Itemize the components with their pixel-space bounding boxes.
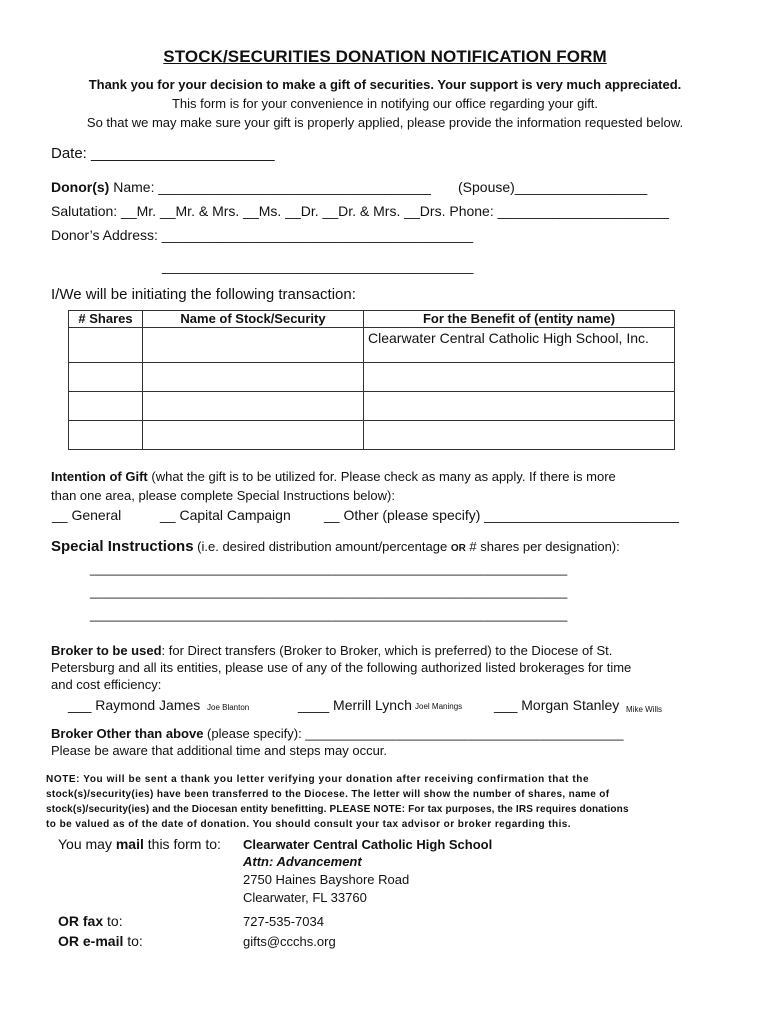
shares-cell[interactable] — [69, 421, 143, 450]
stock-cell[interactable] — [143, 328, 364, 363]
shares-cell[interactable] — [69, 392, 143, 421]
entity-cell[interactable] — [364, 392, 675, 421]
broker-other-label: Broker Other than above — [51, 726, 204, 741]
mail-attn: Attn: Advancement — [243, 854, 362, 869]
salutation-phone-field[interactable]: Salutation: __Mr. __Mr. & Mrs. __Ms. __Dr. __Dr. & Mrs. __Drs. Phone: ______________________ — [51, 203, 669, 219]
special-line-1[interactable]: __________________________________________________________________ — [90, 561, 568, 576]
raymond-james-contact: Joe Blanton — [207, 703, 250, 712]
special-text-b: # shares per designation): — [465, 539, 620, 554]
note-line-3: stock(s)/security(ies) and the Diocesan entity benefitting. PLEASE NOTE: For tax purposes, the IRS requires donations — [46, 804, 629, 815]
option-capital-campaign[interactable]: __ Capital Campaign — [160, 507, 291, 523]
entity-cell[interactable] — [364, 421, 675, 450]
header-entity: For the Benefit of (entity name) — [364, 311, 675, 328]
note-line-4: to be valued as of the date of donation. You should consult your tax advisor or broker regarding this. — [46, 819, 572, 830]
intro-purpose: This form is for your convenience in notifying our office regarding your gift. — [171, 96, 599, 111]
intention-text — [51, 469, 616, 484]
fax-label — [58, 913, 123, 929]
special-text-a: (i.e. desired distribution amount/percentage — [193, 539, 451, 554]
intention-label: Intention of Gift — [51, 469, 148, 484]
broker-raymond-james[interactable]: ___ Raymond James — [68, 697, 201, 713]
broker-label: Broker to be used — [51, 643, 162, 658]
fax-number: 727-535-7034 — [243, 914, 324, 929]
morgan-stanley-contact: Mike Wills — [626, 705, 662, 714]
special-line-3[interactable]: __________________________________________________________________ — [90, 607, 568, 622]
shares-cell[interactable] — [69, 328, 143, 363]
spouse-field[interactable]: (Spouse)_________________ — [458, 179, 648, 195]
entity-cell[interactable] — [364, 328, 675, 363]
entity-value: Clearwater Central Catholic High School, Inc. — [368, 330, 649, 346]
stock-cell[interactable] — [143, 392, 364, 421]
date-field[interactable]: Date: ______________________ — [51, 145, 275, 162]
entity-cell[interactable] — [364, 363, 675, 392]
donor-label: Donor(s) — [51, 179, 110, 195]
header-stock: Name of Stock/Security — [143, 311, 364, 328]
donor-address-field[interactable]: Donor’s Address: ________________________________________ — [51, 227, 474, 243]
stock-cell[interactable] — [143, 421, 364, 450]
form-title: STOCK/SECURITIES DONATION NOTIFICATION FORM — [163, 47, 607, 66]
table-row — [69, 363, 675, 392]
email-label — [58, 933, 143, 949]
option-general[interactable]: __ General — [52, 507, 122, 523]
donor-address-line2[interactable]: ________________________________________ — [162, 258, 474, 274]
merrill-lynch-contact: Joel Manings — [415, 702, 463, 711]
intro-thanks: Thank you for your decision to make a gift of securities. Your support is very much appreciated. — [88, 77, 682, 92]
broker-text-3: and cost efficiency: — [51, 677, 162, 692]
donor-name-field[interactable] — [51, 179, 431, 195]
intention-desc: (what the gift is to be utilized for. Please check as many as apply. If there is more — [147, 469, 616, 484]
fax-label-b: to: — [103, 913, 123, 929]
intention-text-2: than one area, please complete Special Instructions below): — [51, 488, 395, 503]
mail-label — [58, 836, 221, 852]
stock-cell[interactable] — [143, 363, 364, 392]
special-instructions-heading — [51, 538, 620, 555]
mail-city: Clearwater, FL 33760 — [243, 890, 367, 905]
mail-label-c: this form to: — [143, 836, 221, 852]
intro-request: So that we may make sure your gift is properly applied, please provide the information requested below. — [86, 115, 684, 130]
special-label: Special Instructions — [51, 538, 194, 555]
table-row — [69, 421, 675, 450]
donor-name-line: Name: ___________________________________ — [109, 179, 431, 195]
email-label-a: OR e-mail — [58, 933, 124, 949]
broker-aware-note: Please be aware that additional time and steps may occur. — [51, 743, 388, 758]
special-line-2[interactable]: __________________________________________________________________ — [90, 584, 568, 599]
broker-morgan-stanley[interactable]: ___ Morgan Stanley — [494, 697, 620, 713]
email-label-b: to: — [123, 933, 143, 949]
note-line-2: stock(s)/security(ies) have been transferred to the Diocese. The letter will show the number of shares, name of — [46, 789, 610, 800]
email-address[interactable]: gifts@ccchs.org — [243, 934, 336, 949]
mail-org: Clearwater Central Catholic High School — [243, 837, 493, 852]
transaction-heading: I/We will be initiating the following transaction: — [51, 286, 356, 303]
shares-cell[interactable] — [69, 363, 143, 392]
mail-street: 2750 Haines Bayshore Road — [243, 872, 410, 887]
mail-label-a: You may — [58, 836, 116, 852]
mail-label-b: mail — [115, 836, 144, 852]
broker-text — [51, 643, 612, 658]
fax-label-a: OR fax — [58, 913, 104, 929]
broker-desc: : for Direct transfers (Broker to Broker, which is preferred) to the Diocese of St. — [161, 643, 613, 658]
broker-other-line: (please specify): ____________________________________________ — [203, 726, 624, 741]
broker-merrill-lynch[interactable]: ____ Merrill Lynch — [298, 697, 412, 713]
note-line-1: NOTE: You will be sent a thank you letter verifying your donation after receiving confirmation that the — [46, 774, 590, 785]
table-row — [69, 392, 675, 421]
table-row — [69, 328, 675, 363]
header-shares: # Shares — [69, 311, 143, 328]
special-or: OR — [450, 543, 466, 554]
broker-other-field[interactable] — [51, 726, 623, 741]
broker-text-2: Petersburg and all its entities, please use of any of the following authorized listed brokerages for time — [51, 660, 632, 675]
transaction-table — [68, 310, 675, 450]
option-other[interactable]: __ Other (please specify) _________________________ — [324, 507, 679, 523]
